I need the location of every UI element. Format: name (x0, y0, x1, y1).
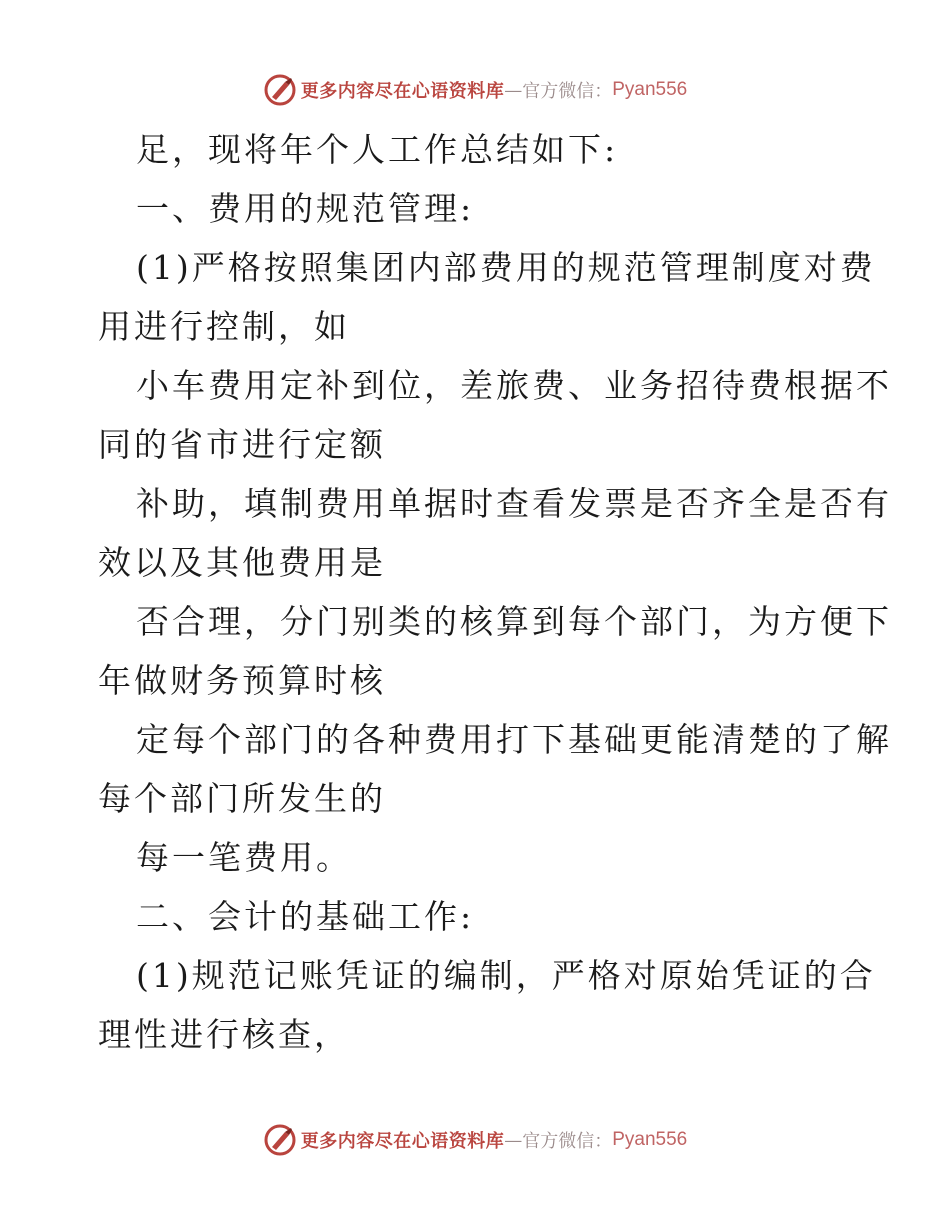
text-line: 效以及其他费用是 (98, 543, 386, 582)
watermark-wechat-id: Pyan556 (612, 1129, 688, 1150)
watermark-wechat-id: Pyan556 (612, 79, 688, 100)
section-heading: 一、费用的规范管理: (136, 189, 475, 228)
logo-icon (263, 1123, 297, 1157)
watermark-wechat-label: 官方微信： (522, 1131, 613, 1152)
text-line: 用进行控制，如 (98, 307, 350, 346)
footer-watermark (0, 1120, 950, 1160)
text-line: 理性进行核查， (98, 1015, 350, 1054)
text-line: 小车费用定补到位，差旅费、业务招待费根据不 (136, 366, 892, 405)
header-watermark (0, 70, 950, 110)
section-heading: 二、会计的基础工作: (136, 897, 475, 936)
text-line: 年做财务预算时核 (98, 661, 386, 700)
text-line: 同的省市进行定额 (98, 425, 386, 464)
text-line: 每个部门所发生的 (98, 779, 386, 818)
text-line: 补助，填制费用单据时查看发票是否齐全是否有 (136, 484, 892, 523)
watermark-site: 更多内容尽在心语资料库 (300, 1131, 505, 1152)
watermark-dash: — (504, 79, 523, 101)
text-line: (1)规范记账凭证的编制，严格对原始凭证的合 (136, 956, 876, 995)
watermark-site: 更多内容尽在心语资料库 (300, 81, 505, 102)
text-line: 否合理，分门别类的核算到每个部门，为方便下 (136, 602, 892, 641)
text-line: 定每个部门的各种费用打下基础更能清楚的了解 (136, 720, 892, 759)
watermark-dash: — (504, 1129, 523, 1151)
logo-icon (263, 73, 297, 107)
text-line: (1)严格按照集团内部费用的规范管理制度对费 (136, 248, 876, 287)
watermark-wechat-label: 官方微信： (522, 81, 613, 102)
text-line: 足，现将年个人工作总结如下: (136, 130, 619, 169)
text-line: 每一笔费用。 (136, 838, 352, 877)
document-body (98, 120, 892, 1064)
